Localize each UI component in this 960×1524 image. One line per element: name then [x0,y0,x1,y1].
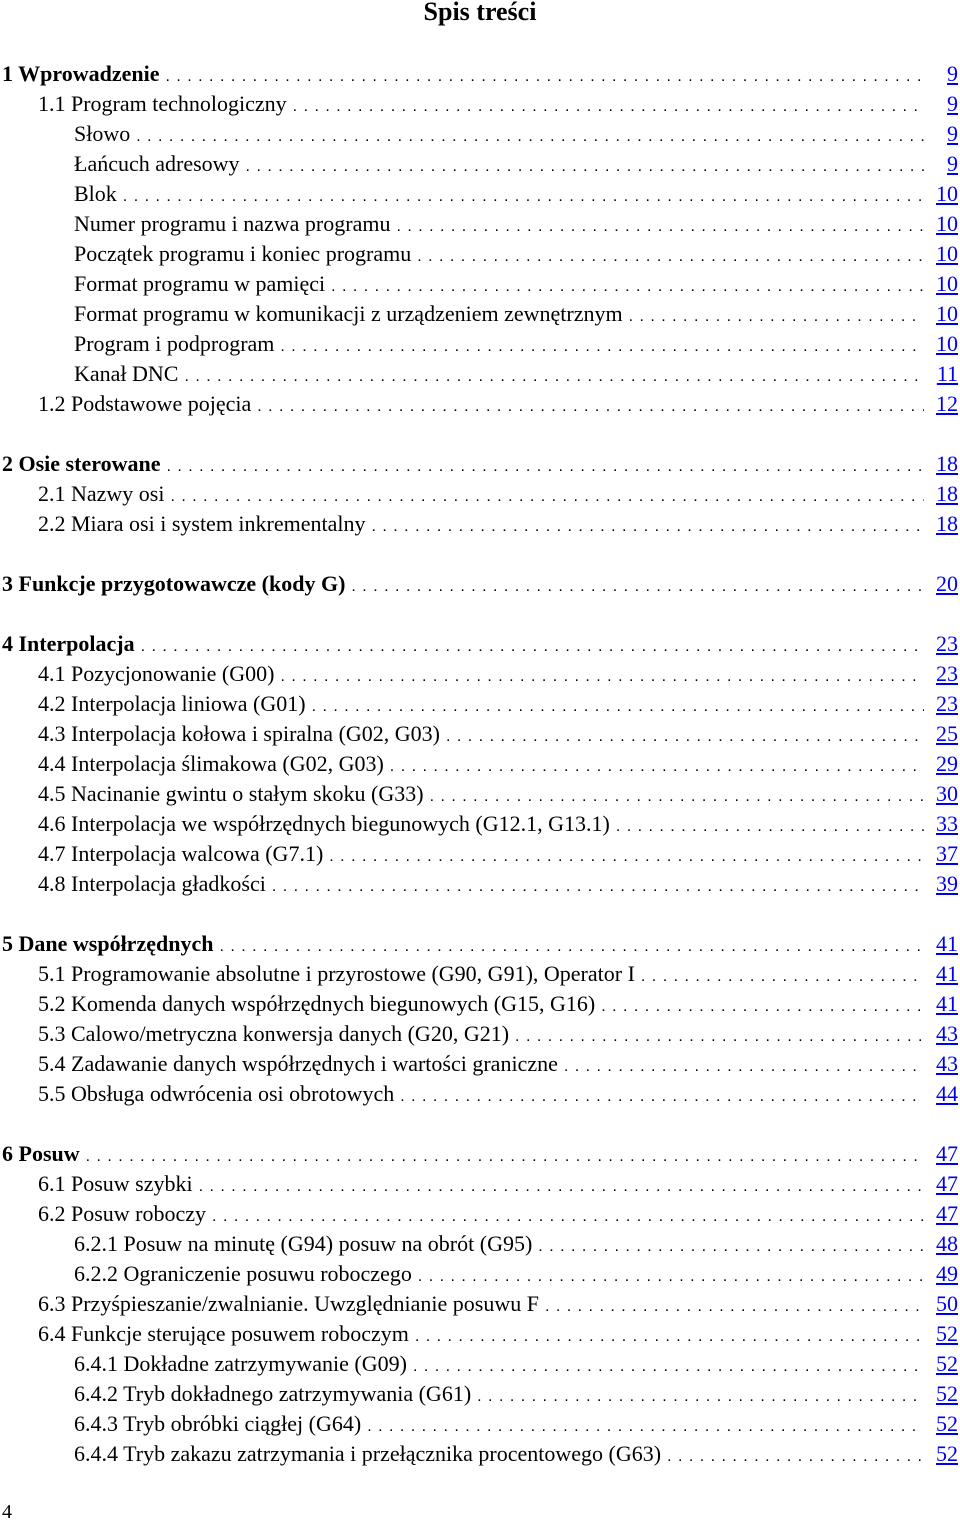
dot-leader [417,242,924,272]
dot-leader [123,182,924,212]
dot-leader [280,662,924,692]
toc-entry-line [38,479,958,512]
toc-entry-label: 5.2 Komenda danych współrzędnych biegunowych (G15, G16) [38,991,596,1016]
toc-entry-line [2,629,958,662]
toc-entry-line [74,359,958,392]
toc-page-link[interactable]: 9 [947,121,958,146]
dot-leader [272,872,924,902]
toc-entry[interactable] [0,479,960,509]
toc-entry-line [38,659,958,692]
toc-entry-line [2,59,958,92]
toc-entry-label: 6.3 Przyśpieszanie/zwalnianie. Uwzględnianie posuwu F [38,1291,539,1316]
dot-leader [170,482,924,512]
toc-entry-line [38,959,958,992]
toc-entry-label: 5.4 Zadawanie danych współrzędnych i wartości graniczne [38,1051,558,1076]
dot-leader [257,392,924,422]
toc-entry[interactable] [0,959,960,989]
toc-entry-label: 2.1 Nazwy osi [38,481,165,506]
toc-entry[interactable] [0,929,960,959]
toc-entry-line [74,149,958,182]
dot-leader [413,1352,924,1382]
toc-page-link[interactable]: 23 [936,631,958,656]
dot-leader [477,1382,924,1412]
toc-page-link[interactable]: 41 [936,961,958,986]
toc-entry-line [38,719,958,752]
dot-leader [667,1442,924,1472]
toc-page-link[interactable]: 23 [936,661,958,686]
toc-page-link[interactable]: 41 [936,991,958,1016]
toc-page-link[interactable]: 33 [936,811,958,836]
toc-page-link[interactable]: 37 [936,841,958,866]
toc-page-link[interactable]: 23 [936,691,958,716]
toc-entry-label: 1.2 Podstawowe pojęcia [38,391,252,416]
toc-entry-label: 2.2 Miara osi i system inkrementalny [38,511,366,536]
toc-entry-label: 2 Osie sterowane [2,451,161,476]
dot-leader [367,1412,924,1442]
toc-page-link[interactable]: 52 [936,1381,958,1406]
page-title: Spis treści [423,0,537,26]
toc-entry[interactable] [0,179,960,209]
toc-entry[interactable] [0,1349,960,1379]
toc-page-link[interactable]: 11 [936,361,958,386]
toc-entry-line [74,299,958,332]
toc-entry-line [74,119,958,152]
dot-leader [86,1142,924,1172]
toc-entry[interactable] [0,779,960,809]
toc-entry[interactable] [0,1049,960,1079]
toc-entry-label: 5.1 Programowanie absolutne i przyrostowe (G90, G91), Operator I [38,961,635,986]
toc-entry[interactable] [0,1259,960,1289]
toc-entry[interactable] [0,1019,960,1049]
toc-entry-line [38,1049,958,1082]
toc-entry[interactable] [0,89,960,119]
toc-entry-line [74,1439,958,1472]
toc-entry-line [38,1199,958,1232]
toc-page-link[interactable]: 49 [936,1261,958,1286]
toc-entry-label: 5.5 Obsługa odwrócenia osi obrotowych [38,1081,395,1106]
toc-entry-line [74,239,958,272]
toc-entry-label: 3 Funkcje przygotowawcze (kody G) [2,571,346,596]
toc-page-link[interactable]: 9 [947,91,958,116]
dot-leader [136,122,924,152]
toc-entry-label: Łańcuch adresowy [74,151,240,176]
dot-leader [329,842,924,872]
toc-page-link[interactable]: 41 [936,931,958,956]
dot-leader [430,782,924,812]
toc-entry[interactable] [0,209,960,239]
toc-entry-line [38,1079,958,1112]
toc-entry[interactable] [0,269,960,299]
toc-entry-label: 6.2.2 Ograniczenie posuwu roboczego [74,1261,412,1286]
dot-leader [515,1022,924,1052]
toc-entry-line [38,1319,958,1352]
dot-leader [184,362,924,392]
dot-leader [372,512,925,542]
toc-page-link[interactable]: 12 [936,391,958,416]
toc-entry-label: 6.2 Posuw roboczy [38,1201,207,1226]
toc-entry-line [2,1139,958,1172]
dot-leader [390,752,924,782]
toc-entry[interactable] [0,509,960,539]
dot-leader [601,992,924,1022]
toc-entry[interactable] [0,449,960,479]
toc-entry[interactable] [0,239,960,269]
toc-entry[interactable] [0,1079,960,1109]
toc-entry-label: 4 Interpolacja [2,631,135,656]
toc-entry-line [38,89,958,122]
toc-page-link[interactable]: 43 [936,1051,958,1076]
toc-entry-label: Format programu w pamięci [74,271,326,296]
dot-leader [415,1322,924,1352]
toc-entry[interactable] [0,329,960,359]
toc-page-link[interactable]: 9 [947,151,958,176]
toc-page-link[interactable]: 18 [936,481,958,506]
toc-entry-line [38,1289,958,1322]
toc-page-link[interactable]: 29 [936,751,958,776]
toc-entry[interactable] [0,629,960,659]
toc-entry-line [38,1019,958,1052]
toc-entry-label: 4.4 Interpolacja ślimakowa (G02, G03) [38,751,384,776]
toc-entry-label: 6.4.4 Tryb zakazu zatrzymania i przełącznika procentowego (G63) [74,1441,662,1466]
dot-leader [280,332,924,362]
toc-page-link[interactable]: 39 [936,871,958,896]
toc-page-link[interactable]: 9 [947,61,958,86]
toc-page-link[interactable]: 30 [936,781,958,806]
toc-page-link[interactable]: 52 [936,1411,958,1436]
toc-entry-line [74,1409,958,1442]
toc-entry-line [74,269,958,302]
toc-entry-label: Format programu w komunikacji z urządzeniem zewnętrznym [74,301,623,326]
dot-leader [538,1232,924,1262]
toc-entry[interactable] [0,119,960,149]
toc-page-link[interactable]: 47 [936,1141,958,1166]
toc-entry-label: 4.8 Interpolacja gładkości [38,871,266,896]
toc-entry[interactable] [0,1379,960,1409]
toc-page-link[interactable]: 20 [936,571,958,596]
toc-entry-label: 6.4 Funkcje sterujące posuwem roboczym [38,1321,409,1346]
toc-entry[interactable] [0,149,960,179]
toc-entry-line [38,389,958,422]
dot-leader [312,692,924,722]
dot-leader [629,302,924,332]
toc-entry-label: Blok [74,181,117,206]
table-of-contents [0,59,960,1469]
toc-entry-line [74,209,958,242]
toc-entry-label: 6.2.1 Posuw na minutę (G94) posuw na obrót (G95) [74,1231,533,1256]
toc-entry-line [2,929,958,962]
toc-entry-line [38,1169,958,1202]
toc-entry-label: 4.7 Interpolacja walcowa (G7.1) [38,841,324,866]
toc-entry-line [38,839,958,872]
toc-entry-line [74,329,958,362]
dot-leader [141,632,924,662]
toc-entry-label: Numer programu i nazwa programu [74,211,391,236]
toc-page-link[interactable]: 52 [936,1441,958,1466]
toc-page-link[interactable]: 47 [936,1201,958,1226]
toc-page-link[interactable]: 10 [936,271,958,296]
toc-entry-line [38,869,958,902]
dot-leader [293,92,924,122]
toc-entry-label: 4.6 Interpolacja we współrzędnych biegunowych (G12.1, G13.1) [38,811,610,836]
toc-entry-label: 4.5 Nacinanie gwintu o stałym skoku (G33) [38,781,424,806]
toc-entry-label: 6 Posuw [2,1141,80,1166]
toc-page-link[interactable]: 25 [936,721,958,746]
toc-entry[interactable] [0,1169,960,1199]
toc-entry-label: Program i podprogram [74,331,275,356]
dot-leader [246,152,924,182]
toc-entry[interactable] [0,1409,960,1439]
toc-entry[interactable] [0,569,960,599]
toc-entry-line [74,179,958,212]
toc-entry-label: Kanał DNC [74,361,179,386]
toc-entry[interactable] [0,809,960,839]
toc-entry[interactable] [0,839,960,869]
dot-leader [199,1172,924,1202]
toc-entry-line [2,569,958,602]
toc-entry-label: 5 Dane współrzędnych [2,931,214,956]
toc-entry[interactable] [0,1289,960,1319]
toc-entry-label: 4.3 Interpolacja kołowa i spiralna (G02, G03) [38,721,440,746]
toc-page-link[interactable]: 48 [936,1231,958,1256]
toc-entry-line [38,749,958,782]
toc-entry-line [38,989,958,1022]
toc-page-link[interactable]: 10 [936,181,958,206]
toc-page-link[interactable]: 10 [936,331,958,356]
toc-entry-label: 4.2 Interpolacja liniowa (G01) [38,691,306,716]
toc-page-link[interactable]: 10 [936,301,958,326]
toc-entry[interactable] [0,869,960,899]
toc-entry-label: 6.4.1 Dokładne zatrzymywanie (G09) [74,1351,407,1376]
toc-entry-line [74,1349,958,1382]
toc-entry[interactable] [0,689,960,719]
toc-entry-line [74,1259,958,1292]
toc-page-link[interactable]: 50 [936,1291,958,1316]
toc-entry-line [74,1379,958,1412]
dot-leader [165,62,924,92]
dot-leader [396,212,924,242]
toc-entry-line [38,809,958,842]
toc-entry-line [38,509,958,542]
toc-entry-label: Słowo [74,121,131,146]
toc-page-link[interactable]: 43 [936,1021,958,1046]
toc-page-link[interactable]: 52 [936,1351,958,1376]
toc-entry[interactable] [0,1319,960,1349]
toc-entry-label: 6.1 Posuw szybki [38,1171,193,1196]
toc-page-link[interactable]: 47 [936,1171,958,1196]
dot-leader [212,1202,924,1232]
toc-page-link[interactable]: 18 [936,511,958,536]
toc-entry-label: 4.1 Pozycjonowanie (G00) [38,661,275,686]
dot-leader [166,452,924,482]
toc-entry[interactable] [0,1439,960,1469]
toc-entry-line [74,1229,958,1262]
page-number: 4 [2,1501,12,1523]
toc-entry[interactable] [0,359,960,389]
dot-leader [400,1082,924,1112]
toc-entry-line [38,689,958,722]
toc-entry[interactable] [0,989,960,1019]
toc-entry-label: 6.4.2 Tryb dokładnego zatrzymywania (G61) [74,1381,472,1406]
toc-page-link[interactable]: 10 [936,241,958,266]
toc-entry-label: 5.3 Calowo/metryczna konwersja danych (G20, G21) [38,1021,510,1046]
dot-leader [564,1052,924,1082]
dot-leader [219,932,924,962]
toc-page-link[interactable]: 10 [936,211,958,236]
toc-entry-line [38,779,958,812]
dot-leader [446,722,924,752]
toc-entry[interactable] [0,1139,960,1169]
dot-leader [616,812,924,842]
toc-entry-label: 1.1 Program technologiczny [38,91,287,116]
toc-entry[interactable] [0,719,960,749]
toc-page-link[interactable]: 52 [936,1321,958,1346]
toc-entry[interactable] [0,1229,960,1259]
dot-leader [351,572,924,602]
toc-entry[interactable] [0,299,960,329]
toc-entry[interactable] [0,389,960,419]
dot-leader [641,962,924,992]
toc-entry[interactable] [0,59,960,89]
toc-entry-label: Początek programu i koniec programu [74,241,412,266]
toc-entry-label: 1 Wprowadzenie [2,61,160,86]
toc-entry[interactable] [0,659,960,689]
toc-entry[interactable] [0,749,960,779]
toc-entry[interactable] [0,1199,960,1229]
dot-leader [545,1292,924,1322]
toc-entry-line [2,449,958,482]
dot-leader [331,272,924,302]
dot-leader [418,1262,924,1292]
toc-page-link[interactable]: 18 [936,451,958,476]
toc-entry-label: 6.4.3 Tryb obróbki ciągłej (G64) [74,1411,362,1436]
toc-page-link[interactable]: 44 [936,1081,958,1106]
